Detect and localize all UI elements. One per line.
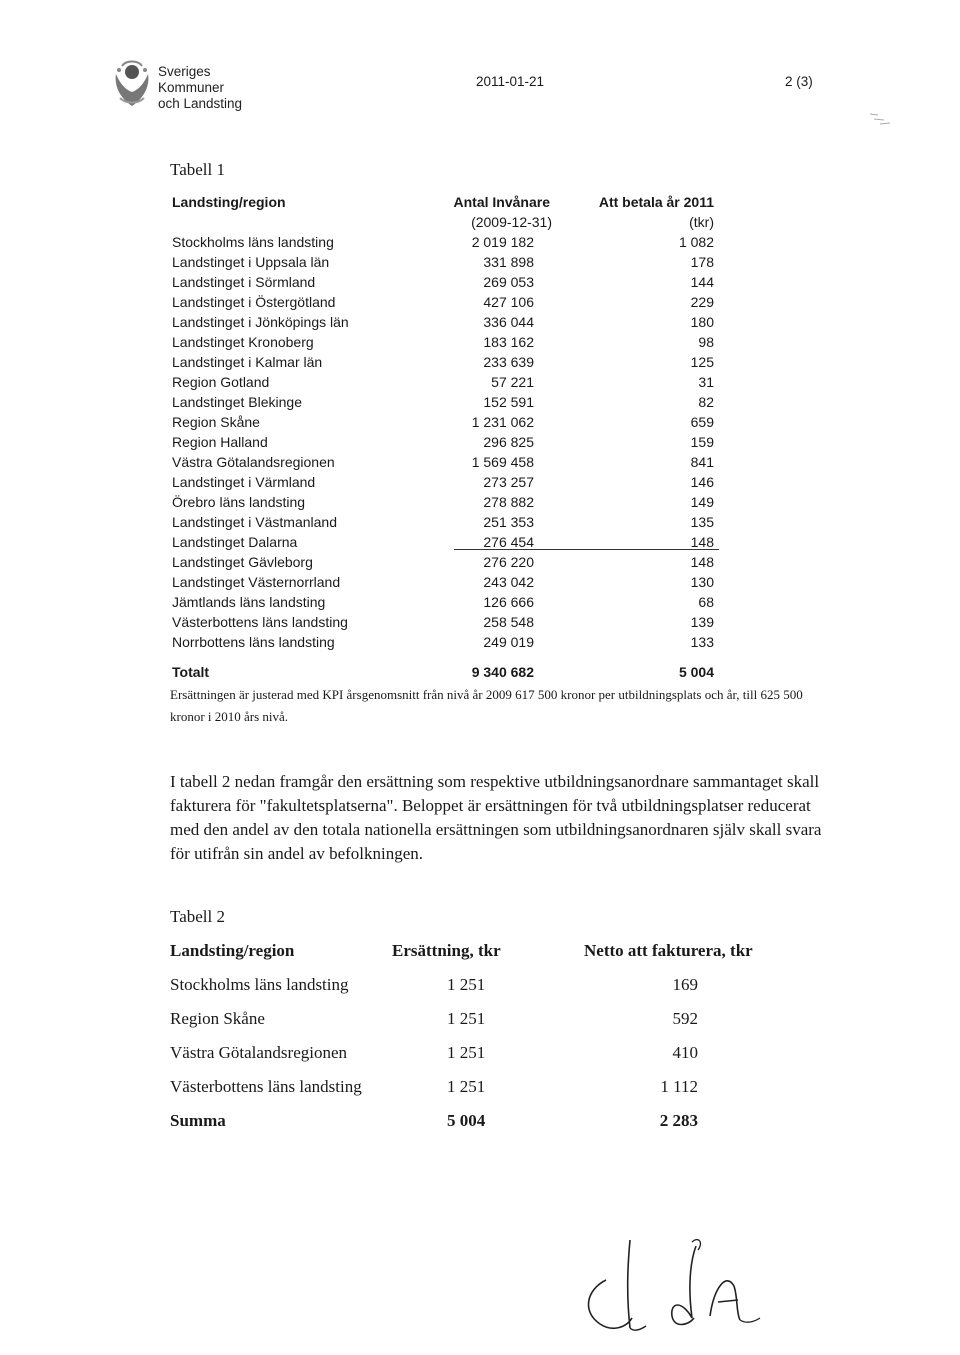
payment-cell: 178 [690, 254, 714, 270]
table-row [172, 472, 717, 492]
table1-header-payment: Att betala år 2011 [598, 194, 714, 210]
population-cell: 152 591 [483, 394, 534, 410]
compensation-cell: 1 251 [447, 1077, 486, 1096]
region-cell: Västerbottens läns landsting [170, 1077, 362, 1096]
population-cell: 1 569 458 [471, 454, 534, 470]
table1-header-row [172, 192, 717, 212]
table-row [172, 292, 717, 312]
table-row [170, 972, 790, 1006]
region-cell: Region Skåne [170, 1009, 265, 1028]
scan-artifact [868, 110, 894, 128]
payment-cell: 148 [690, 554, 714, 570]
population-cell: 278 882 [483, 494, 534, 510]
payment-cell: 180 [690, 314, 714, 330]
table2-sum-row [170, 1108, 790, 1142]
table2 [170, 938, 790, 1142]
table1 [172, 192, 717, 682]
region-cell: Landstinget i Västmanland [172, 514, 337, 530]
region-cell: Landstinget Gävleborg [172, 554, 313, 570]
population-cell: 57 221 [491, 374, 534, 390]
table-row [170, 1040, 790, 1074]
region-cell: Landstinget i Kalmar län [172, 354, 323, 370]
table-row [172, 632, 717, 652]
payment-cell: 841 [690, 454, 714, 470]
table2-caption: Tabell 2 [170, 907, 225, 926]
sum-net: 2 283 [659, 1111, 698, 1130]
region-cell: Västra Götalandsregionen [172, 454, 335, 470]
population-cell: 269 053 [483, 274, 534, 290]
table-row [172, 412, 717, 432]
table-row [170, 1074, 790, 1108]
payment-cell: 31 [698, 374, 714, 390]
table1-caption: Tabell 1 [170, 160, 225, 179]
region-cell: Jämtlands läns landsting [172, 594, 326, 610]
region-cell: Landstinget i Jönköpings län [172, 314, 349, 330]
payment-cell: 133 [690, 634, 714, 650]
org-line: Kommuner [158, 80, 225, 95]
table-row [172, 552, 717, 572]
population-cell: 243 042 [483, 574, 534, 590]
region-cell: Stockholms läns landsting [170, 975, 349, 994]
region-cell: Region Gotland [172, 374, 270, 390]
table-row [172, 492, 717, 512]
region-cell: Region Halland [172, 434, 268, 450]
table-row [172, 572, 717, 592]
table-row [172, 332, 717, 352]
population-cell: 183 162 [483, 334, 534, 350]
table-row [172, 272, 717, 292]
net-cell: 592 [672, 1009, 698, 1028]
handwritten-signature [578, 1232, 768, 1342]
table1-note: Ersättningen är justerad med KPI årsgenomsnitt från nivå år 2009 617 500 kronor per utbildningsplats och år, till 625 500 kronor i 2010 års nivå. [170, 687, 803, 724]
region-cell: Landstinget Kronoberg [172, 334, 314, 350]
payment-cell: 68 [698, 594, 714, 610]
net-cell: 169 [672, 975, 698, 994]
table-row [172, 612, 717, 632]
population-cell: 427 106 [483, 294, 534, 310]
region-cell: Västerbottens läns landsting [172, 614, 348, 630]
region-cell: Landstinget Dalarna [172, 534, 298, 550]
table-row [172, 452, 717, 472]
handdrawn-underline [454, 549, 719, 550]
table-row [172, 592, 717, 612]
population-cell: 336 044 [483, 314, 534, 330]
payment-cell: 148 [690, 534, 714, 550]
payment-cell: 139 [690, 614, 714, 630]
population-cell: 276 220 [483, 554, 534, 570]
table1-total-row [172, 662, 717, 682]
compensation-cell: 1 251 [447, 1009, 486, 1028]
population-cell: 1 231 062 [471, 414, 534, 430]
table1-header-region: Landsting/region [172, 194, 286, 210]
region-cell: Stockholms läns landsting [172, 234, 334, 250]
net-cell: 410 [672, 1043, 698, 1062]
document-date: 2011-01-21 [476, 74, 545, 89]
total-payment: 5 004 [678, 664, 714, 680]
population-cell: 276 454 [483, 534, 534, 550]
payment-cell: 130 [690, 574, 714, 590]
table-row [172, 392, 717, 412]
region-cell: Västra Götalandsregionen [170, 1043, 348, 1062]
population-cell: 2 019 182 [471, 234, 534, 250]
payment-cell: 125 [690, 354, 714, 370]
population-cell: 126 666 [483, 594, 534, 610]
population-cell: 233 639 [483, 354, 534, 370]
table-row [172, 252, 717, 272]
region-cell: Region Skåne [172, 414, 260, 430]
sum-label: Summa [170, 1111, 226, 1130]
region-cell: Landstinget i Värmland [172, 474, 316, 490]
population-cell: 258 548 [483, 614, 534, 630]
total-population: 9 340 682 [471, 664, 534, 680]
payment-cell: 135 [690, 514, 714, 530]
body-paragraph: I tabell 2 nedan framgår den ersättning som respektive utbildningsanordnare sammantaget skall fakturera för "fakultetsplatserna". Beloppet är ersättningen för två utbildningsplatser reducerat med den andel av den totala nationella ersättningen som utbildningsanordnaren själv skall svara för utifrån sin andel av befolkningen. [170, 772, 822, 863]
table2-header-row [170, 938, 790, 972]
org-line: Sveriges [158, 64, 211, 79]
table-row [172, 372, 717, 392]
population-cell: 331 898 [483, 254, 534, 270]
payment-cell: 159 [690, 434, 714, 450]
table-row [170, 1006, 790, 1040]
total-label: Totalt [172, 664, 210, 680]
compensation-cell: 1 251 [447, 975, 486, 994]
population-cell: 273 257 [483, 474, 534, 490]
region-cell: Landstinget Blekinge [172, 394, 302, 410]
table-row [172, 232, 717, 252]
payment-cell: 229 [690, 294, 714, 310]
population-cell: 249 019 [483, 634, 534, 650]
region-cell: Landstinget i Sörmland [172, 274, 316, 290]
table2-header-net: Netto att fakturera, tkr [584, 941, 753, 960]
payment-cell: 659 [690, 414, 714, 430]
region-cell: Örebro läns landsting [172, 494, 306, 510]
payment-cell: 1 082 [678, 234, 714, 250]
region-cell: Landstinget Västernorrland [172, 574, 341, 590]
table1-header-population: Antal Invånare [453, 194, 550, 210]
table2-header-region: Landsting/region [170, 941, 295, 960]
org-line: och Landsting [158, 96, 243, 111]
table1-subheader-row [172, 212, 717, 232]
payment-cell: 144 [690, 274, 714, 290]
region-cell: Landstinget i Uppsala län [172, 254, 330, 270]
organization-name [158, 64, 242, 112]
net-cell: 1 112 [660, 1077, 698, 1096]
sum-compensation: 5 004 [447, 1111, 486, 1130]
table-row [172, 312, 717, 332]
table1-header-payment-unit: (tkr) [689, 214, 714, 230]
compensation-cell: 1 251 [447, 1043, 486, 1062]
population-cell: 251 353 [483, 514, 534, 530]
region-cell: Landstinget i Östergötland [172, 294, 336, 310]
table1-header-population-date: (2009-12-31) [471, 214, 552, 230]
skl-logo [110, 58, 154, 110]
table-row [172, 432, 717, 452]
payment-cell: 146 [690, 474, 714, 490]
payment-cell: 149 [690, 494, 714, 510]
table2-header-compensation: Ersättning, tkr [392, 941, 501, 960]
page-number: 2 (3) [785, 74, 813, 89]
region-cell: Norrbottens läns landsting [172, 634, 335, 650]
payment-cell: 82 [698, 394, 714, 410]
table-row [172, 512, 717, 532]
payment-cell: 98 [698, 334, 714, 350]
population-cell: 296 825 [483, 434, 534, 450]
table-row [172, 352, 717, 372]
